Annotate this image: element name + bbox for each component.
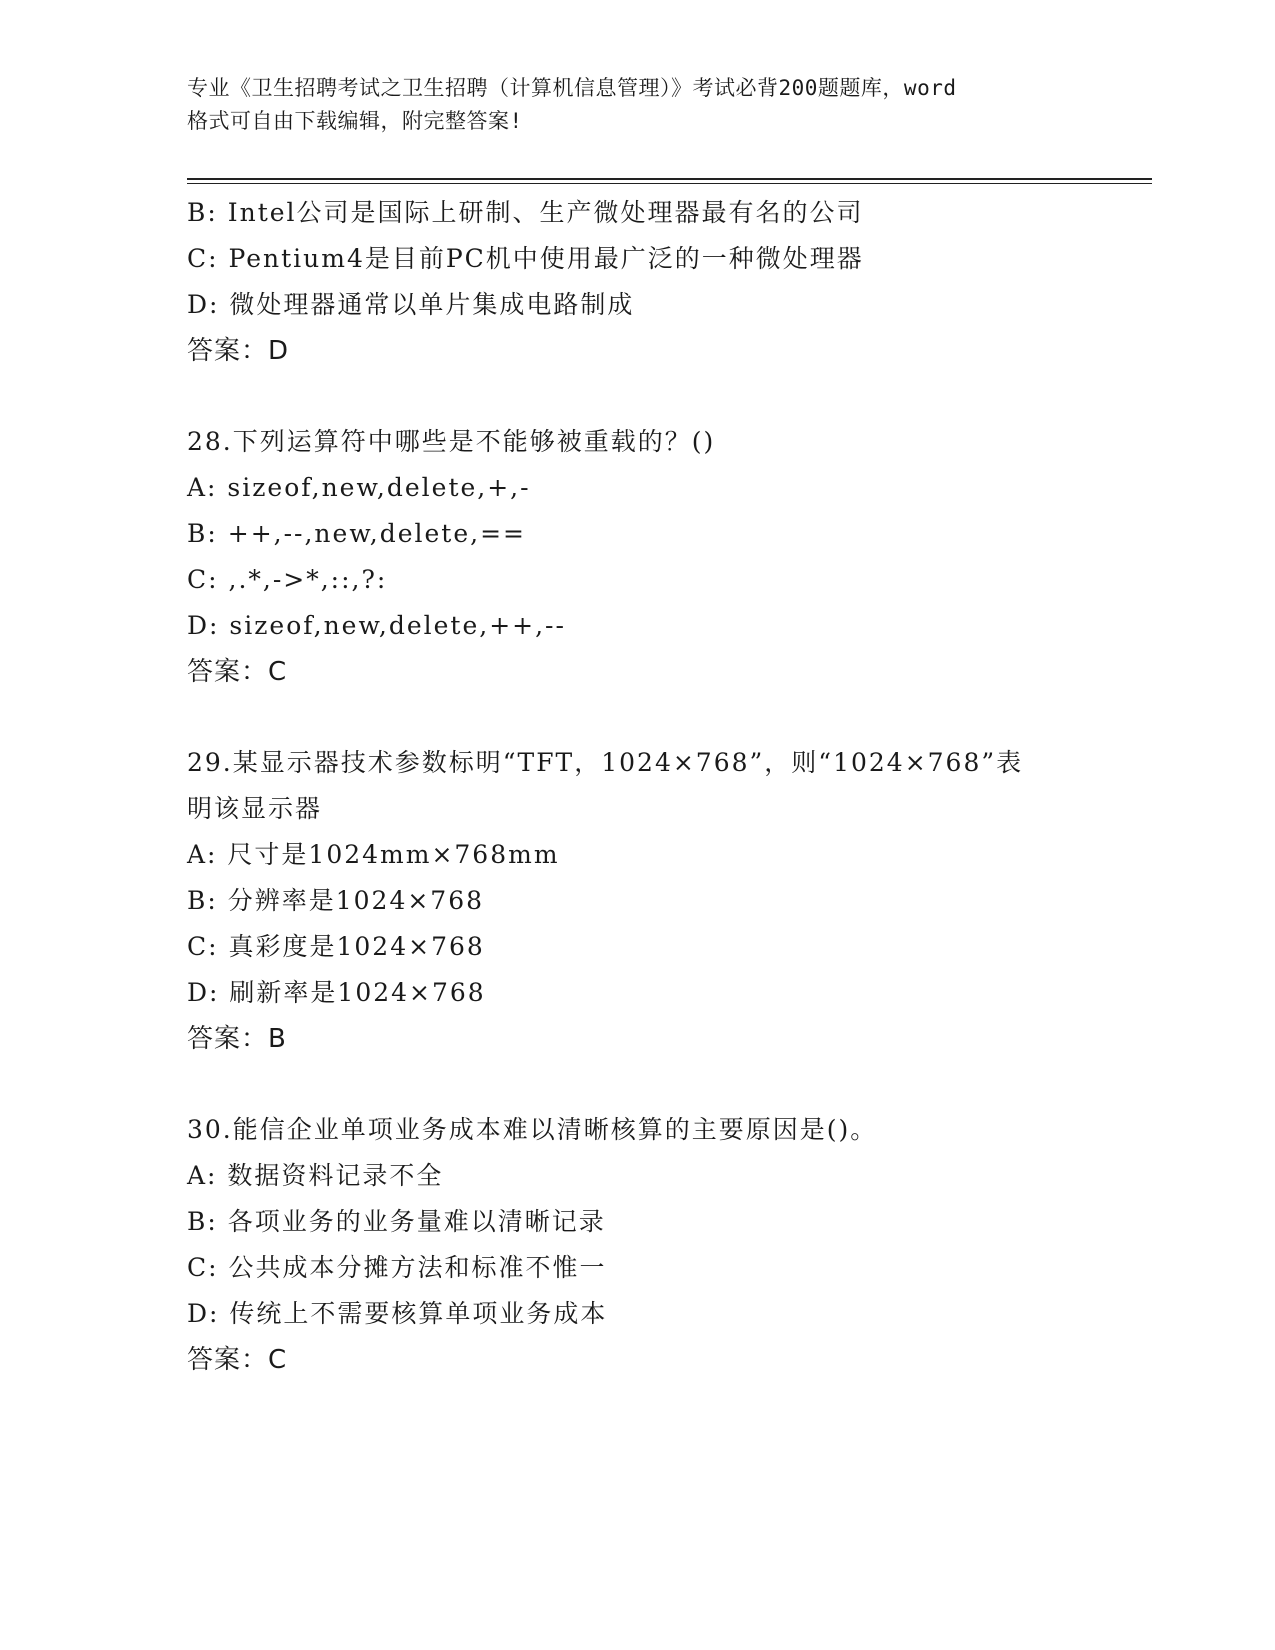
option-b: B: 分辨率是1024×768 (187, 886, 485, 915)
option-a: A: 尺寸是1024mm×768mm (187, 840, 560, 869)
option-c: C: 公共成本分摊方法和标准不惟一 (187, 1253, 607, 1282)
question-28 (187, 419, 1087, 695)
answer: 答案：C (187, 657, 288, 687)
header-divider-thick (187, 178, 1152, 180)
answer: 答案：D (187, 336, 290, 366)
answer: 答案：C (187, 1345, 288, 1375)
answer: 答案：B (187, 1024, 287, 1054)
question-stem: 30.能信企业单项业务成本难以清晰核算的主要原因是()。 (187, 1115, 878, 1144)
option-a: A: 数据资料记录不全 (187, 1161, 444, 1190)
option-d: D: 传统上不需要核算单项业务成本 (187, 1299, 608, 1328)
option-b: B: Intel公司是国际上研制、生产微处理器最有名的公司 (187, 198, 864, 227)
question-stem: 29.某显示器技术参数标明“TFT，1024×768”，则“1024×768”表 (187, 748, 1024, 777)
prev-question-block (187, 190, 1087, 374)
question-30 (187, 1107, 1087, 1383)
option-c: C: ,.*,->*,::,?: (187, 565, 388, 594)
question-stem-continued: 明该显示器 (187, 794, 323, 823)
header-line-1: 专业《卫生招聘考试之卫生招聘（计算机信息管理）》考试必背200题题库，word (187, 76, 957, 100)
option-a: A: sizeof,new,delete,+,- (187, 473, 531, 502)
option-c: C: Pentium4是目前PC机中使用最广泛的一种微处理器 (187, 244, 864, 273)
question-29 (187, 740, 1087, 1062)
question-stem: 28.下列运算符中哪些是不能够被重载的？() (187, 427, 716, 456)
question-content (187, 190, 1087, 1383)
header-divider-thin (187, 183, 1152, 184)
option-d: D: 微处理器通常以单片集成电路制成 (187, 290, 635, 319)
option-c: C: 真彩度是1024×768 (187, 932, 485, 961)
option-b: B: 各项业务的业务量难以清晰记录 (187, 1207, 606, 1236)
header-line-2: 格式可自由下载编辑，附完整答案! (187, 109, 523, 133)
option-d: D: 刷新率是1024×768 (187, 978, 486, 1007)
option-d: D: sizeof,new,delete,++,-- (187, 611, 566, 640)
document-header (187, 72, 1087, 138)
option-b: B: ++,--,new,delete,== (187, 519, 526, 548)
